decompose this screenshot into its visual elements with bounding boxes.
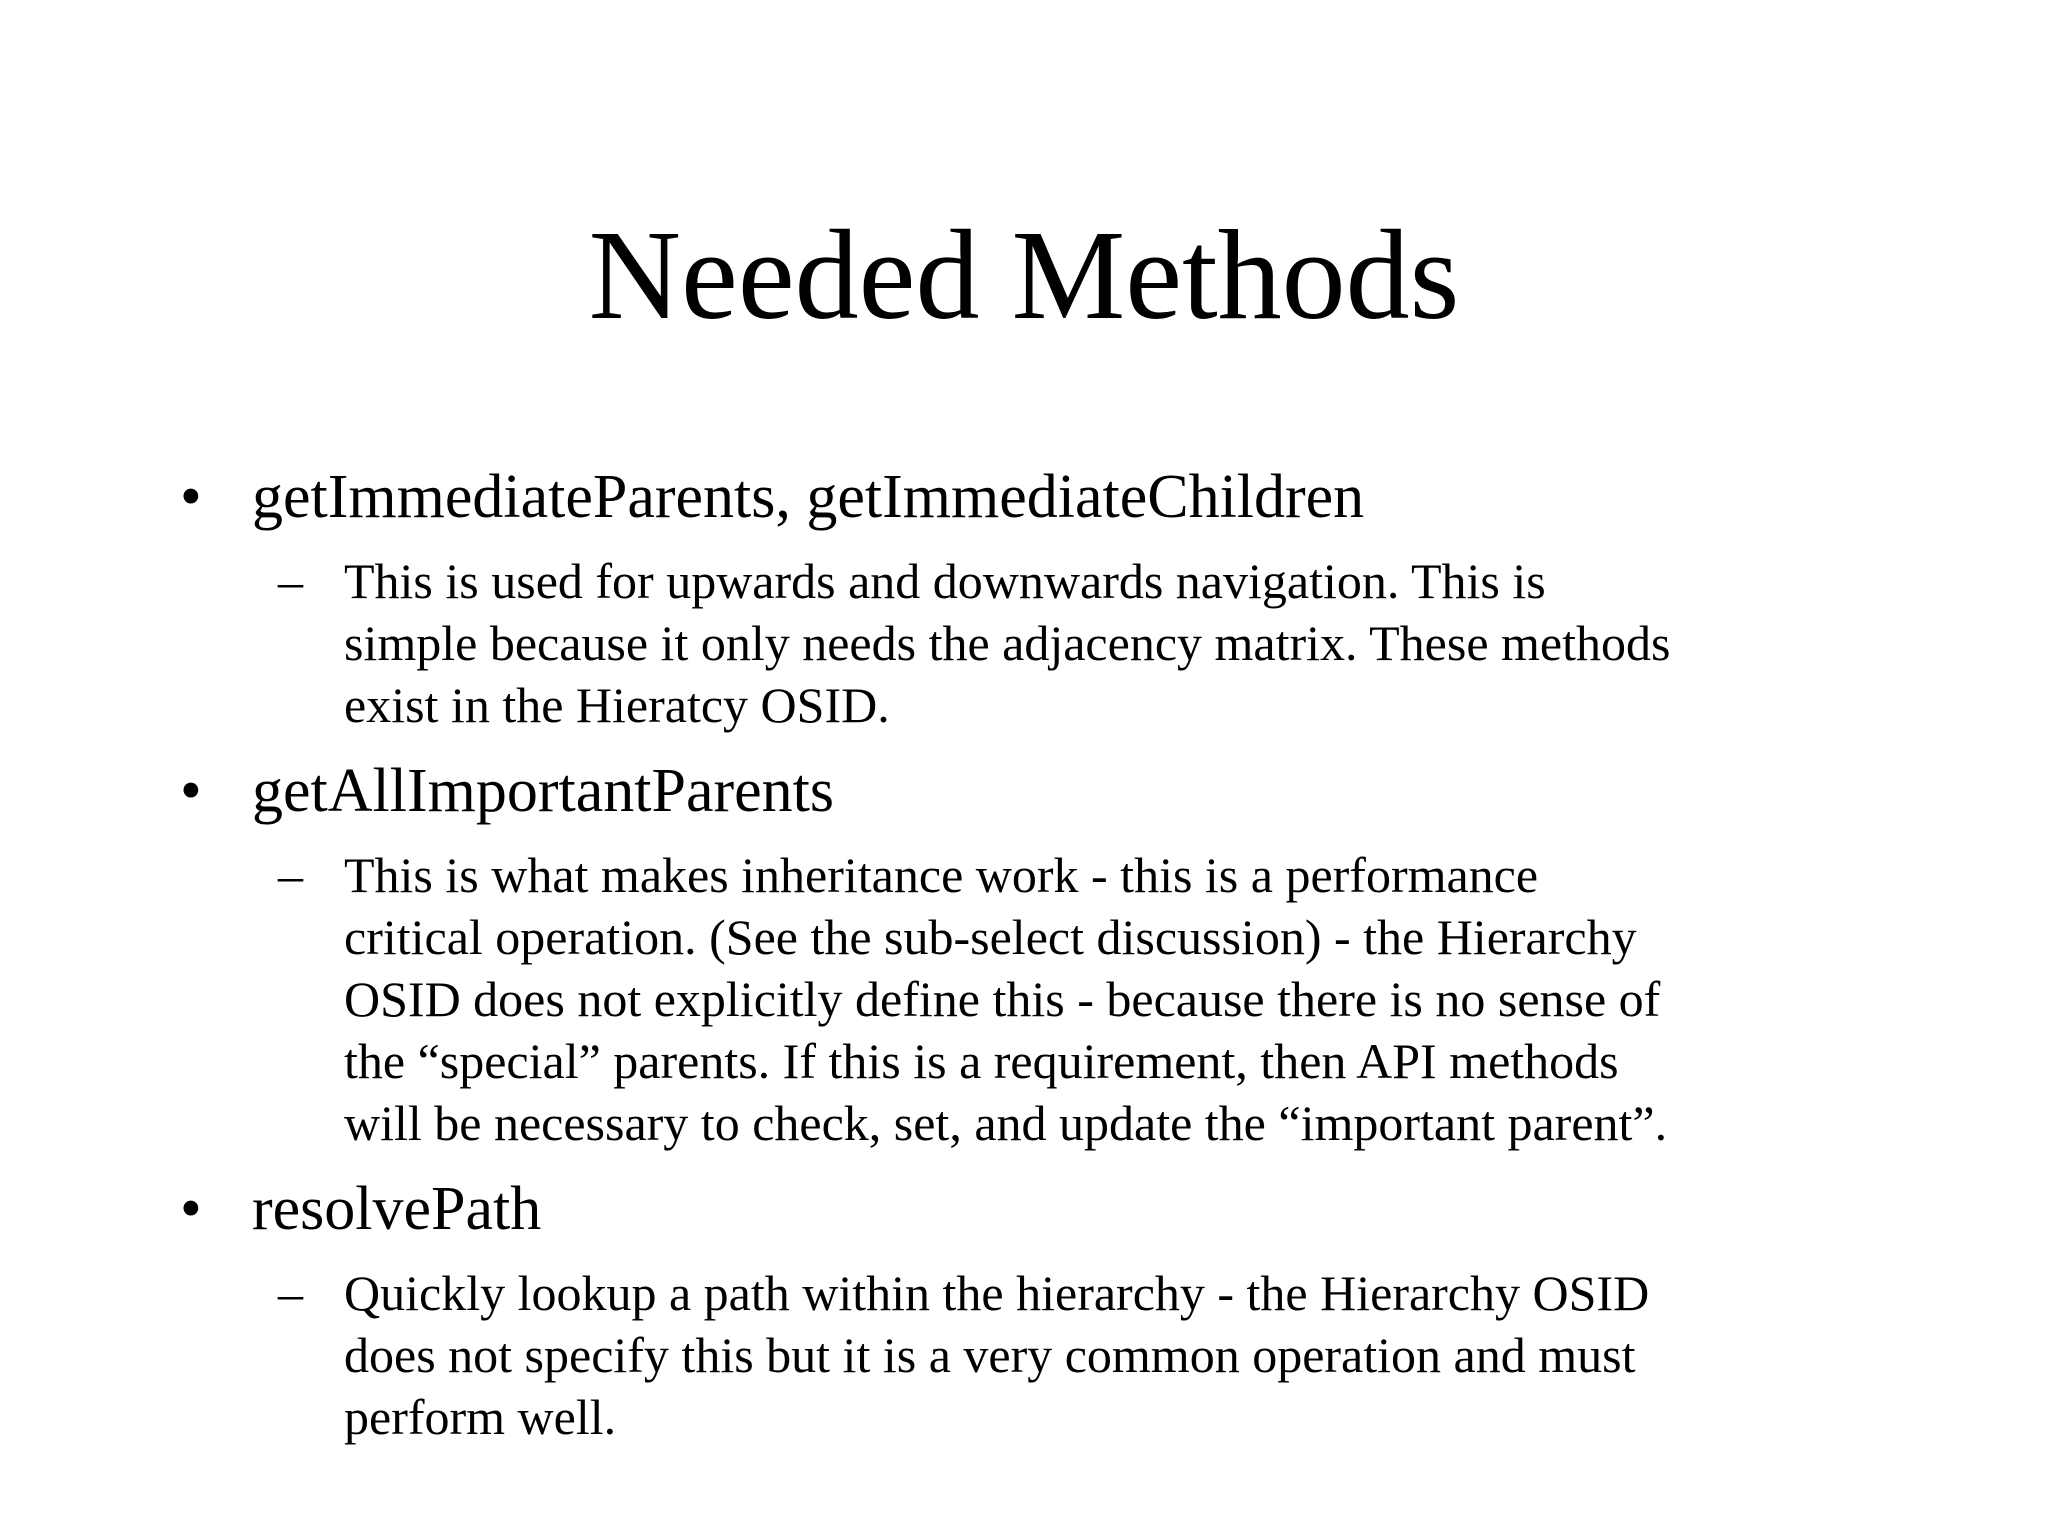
sub-bullet-marker: – bbox=[278, 553, 303, 609]
bullet-heading: getImmediateParents, getImmediateChildren bbox=[252, 463, 1365, 531]
bullet-heading: resolvePath bbox=[252, 1175, 542, 1243]
bullet-marker: • bbox=[180, 757, 202, 825]
sub-bullet-line: exist in the Hieratcy OSID. bbox=[344, 677, 890, 733]
sub-bullet-line: OSID does not explicitly define this - because there is no sense of bbox=[344, 971, 1661, 1027]
sub-bullet-line: This is what makes inheritance work - this is a performance bbox=[344, 847, 1539, 903]
sub-bullet-line: Quickly lookup a path within the hierarchy - the Hierarchy OSID bbox=[344, 1265, 1650, 1321]
bullet-marker: • bbox=[180, 1175, 202, 1243]
bullet-heading: getAllImportantParents bbox=[252, 757, 834, 825]
sub-bullet-line: This is used for upwards and downwards navigation. This is bbox=[344, 553, 1546, 609]
sub-bullet-line: perform well. bbox=[344, 1389, 617, 1445]
sub-bullet-text bbox=[344, 550, 1904, 736]
sub-bullet-text bbox=[344, 1262, 1904, 1448]
sub-bullet-line: will be necessary to check, set, and update the “important parent”. bbox=[344, 1095, 1668, 1151]
bullet-marker: • bbox=[180, 463, 202, 531]
sub-bullet-marker: – bbox=[278, 847, 303, 903]
sub-bullet-line: the “special” parents. If this is a requirement, then API methods bbox=[344, 1033, 1619, 1089]
sub-bullet-line: critical operation. (See the sub-select discussion) - the Hierarchy bbox=[344, 909, 1637, 965]
sub-bullet-text bbox=[344, 844, 1904, 1154]
sub-bullet-line: does not specify this but it is a very common operation and must bbox=[344, 1327, 1636, 1383]
sub-bullet-marker: – bbox=[278, 1265, 303, 1321]
slide-title: Needed Methods bbox=[588, 204, 1460, 346]
sub-bullet-line: simple because it only needs the adjacency matrix. These methods bbox=[344, 615, 1671, 671]
